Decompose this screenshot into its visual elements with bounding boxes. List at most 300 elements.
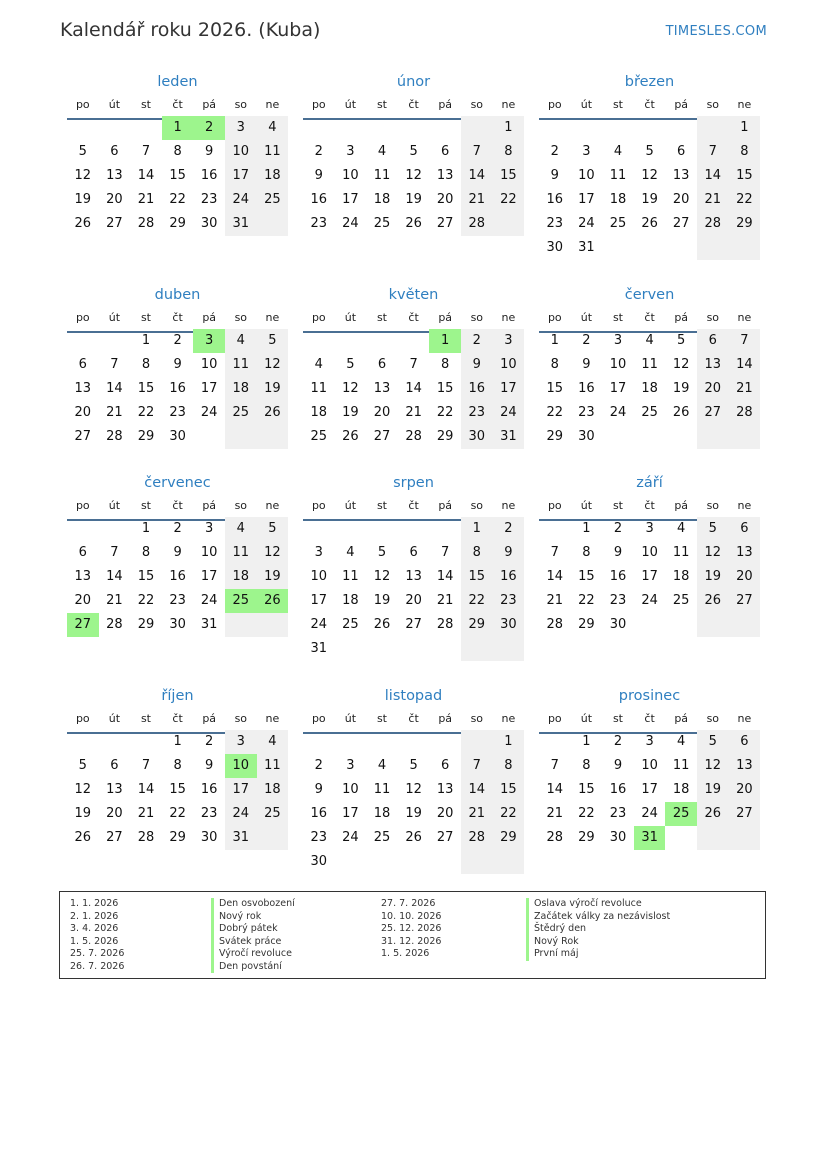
day-cell: 3 [645, 521, 654, 536]
day-cell: 7 [550, 545, 559, 560]
weekend-blank-cell [493, 212, 525, 236]
day-cell: 17 [200, 569, 218, 584]
day-cell: 28 [546, 617, 564, 632]
brand-link[interactable]: TIMESLES.COM [665, 24, 767, 39]
weekday-label: čt [172, 311, 183, 324]
holiday-day-cell: 25 [225, 589, 257, 613]
weekend-blank-cell [493, 850, 525, 874]
day-cell: 2 [173, 521, 182, 536]
day-cell: 7 [550, 758, 559, 773]
day-cell: 27 [106, 216, 123, 231]
weekday-label: ne [501, 311, 516, 324]
legend-date: 31. 12. 2026 [381, 935, 442, 947]
day-cell: 29 [461, 613, 493, 637]
day-cell: 24 [493, 401, 525, 425]
legend-date: 2. 1. 2026 [70, 910, 119, 922]
weekday-label: so [234, 499, 248, 512]
day-cell: 8 [173, 758, 182, 773]
holiday-day-cell: 26 [257, 589, 289, 613]
day-cell: 23 [609, 806, 627, 821]
day-cell: 5 [697, 517, 729, 541]
day-cell: 14 [546, 569, 564, 584]
day-cell: 25 [342, 617, 359, 632]
day-cell: 24 [641, 593, 658, 608]
day-cell: 15 [461, 565, 493, 589]
day-cell: 25 [373, 216, 391, 231]
month-name: říjen [161, 688, 194, 704]
weekday-label: ne [737, 98, 752, 111]
day-cell: 17 [493, 377, 525, 401]
day-cell: 8 [582, 758, 591, 773]
day-cell: 25 [373, 830, 391, 845]
day-cell: 2 [314, 758, 323, 773]
weekday-label: pá [202, 712, 217, 725]
day-cell: 24 [641, 806, 658, 821]
legend-holiday-name: Dobrý pátek [211, 923, 295, 936]
weekday-label: ne [265, 311, 280, 324]
day-cell: 9 [173, 357, 182, 372]
day-cell: 21 [106, 593, 123, 608]
weekday-label: pá [674, 311, 689, 324]
weekday-label: čt [644, 311, 655, 324]
day-cell: 8 [493, 754, 525, 778]
day-cell: 17 [342, 192, 359, 207]
day-cell: 14 [106, 381, 123, 396]
day-cell: 14 [461, 164, 493, 188]
day-cell: 24 [609, 405, 627, 420]
day-cell: 18 [257, 778, 289, 802]
weekend-blank-cell [257, 425, 289, 449]
day-cell: 8 [461, 541, 493, 565]
day-cell: 13 [106, 168, 123, 183]
weekday-label: st [612, 712, 623, 725]
day-cell: 2 [613, 734, 623, 749]
weekday-label: st [612, 499, 623, 512]
weekday-label: čt [408, 499, 419, 512]
day-cell: 4 [257, 730, 289, 754]
day-cell: 18 [641, 381, 658, 396]
day-cell: 2 [461, 329, 493, 353]
day-cell: 10 [493, 353, 525, 377]
weekday-label: so [470, 499, 484, 512]
day-cell: 29 [169, 216, 186, 231]
day-cell: 18 [373, 192, 391, 207]
day-cell: 23 [310, 830, 328, 845]
weekday-label: po [547, 499, 562, 512]
day-cell: 30 [609, 830, 627, 845]
weekday-label: čt [644, 98, 655, 111]
day-cell: 26 [697, 589, 729, 613]
day-cell: 30 [493, 613, 525, 637]
day-cell: 22 [493, 188, 525, 212]
day-cell: 3 [314, 545, 323, 560]
day-cell: 24 [225, 188, 257, 212]
weekday-label: st [612, 311, 623, 324]
day-cell: 4 [645, 333, 654, 348]
day-cell: 14 [405, 381, 422, 396]
legend-holiday-name: Štědrý den [526, 923, 670, 936]
legend-names-right [526, 898, 670, 961]
weekday-label: st [140, 311, 151, 324]
day-cell: 16 [461, 377, 493, 401]
day-cell: 22 [729, 188, 761, 212]
weekday-label: čt [408, 712, 419, 725]
weekday-label: so [706, 98, 720, 111]
day-cell: 12 [672, 357, 690, 372]
day-cell: 29 [546, 429, 564, 444]
day-cell: 16 [310, 192, 328, 207]
day-cell: 29 [493, 826, 525, 850]
day-cell: 13 [672, 168, 690, 183]
day-cell: 30 [310, 854, 328, 869]
day-cell: 16 [169, 381, 186, 396]
weekend-blank-cell [697, 116, 729, 140]
weekend-blank-cell [225, 425, 257, 449]
day-cell: 18 [310, 405, 328, 420]
day-cell: 19 [74, 806, 92, 821]
weekday-label: pá [674, 98, 689, 111]
day-cell: 29 [137, 429, 155, 444]
day-cell: 7 [141, 144, 151, 159]
day-cell: 11 [257, 140, 289, 164]
day-cell: 22 [493, 802, 525, 826]
legend-date: 10. 10. 2026 [381, 910, 442, 922]
weekday-label: so [234, 712, 248, 725]
day-cell: 29 [436, 429, 454, 444]
weekday-label: čt [408, 311, 419, 324]
legend-holiday-name: Oslava výročí revoluce [526, 898, 670, 911]
day-cell: 6 [729, 517, 761, 541]
day-cell: 4 [346, 545, 355, 560]
day-cell: 20 [405, 593, 422, 608]
day-cell: 18 [342, 593, 359, 608]
day-cell: 25 [609, 216, 627, 231]
day-cell: 25 [310, 429, 328, 444]
legend-holiday-name: Svátek práce [211, 936, 295, 949]
day-cell: 5 [677, 333, 686, 348]
weekday-label: st [376, 499, 387, 512]
month-name: prosinec [618, 688, 681, 704]
day-cell: 16 [609, 782, 627, 797]
day-cell: 31 [200, 617, 218, 632]
day-cell: 11 [672, 545, 690, 560]
day-cell: 3 [205, 521, 214, 536]
day-cell: 3 [645, 734, 654, 749]
day-cell: 30 [200, 830, 218, 845]
day-cell: 18 [225, 565, 257, 589]
day-cell: 8 [173, 144, 182, 159]
weekday-label: út [580, 311, 593, 324]
day-cell: 27 [74, 429, 92, 444]
day-cell: 25 [257, 188, 289, 212]
day-cell: 4 [257, 116, 289, 140]
weekday-label: so [706, 712, 720, 725]
day-cell: 6 [78, 545, 87, 560]
month-name: březen [624, 74, 675, 90]
day-cell: 9 [613, 758, 623, 773]
day-cell: 1 [729, 116, 761, 140]
weekday-label: čt [644, 499, 655, 512]
day-cell: 23 [578, 405, 595, 420]
weekend-blank-cell [225, 613, 257, 637]
weekday-label: út [580, 499, 593, 512]
day-cell: 11 [257, 754, 289, 778]
day-cell: 26 [342, 429, 359, 444]
weekday-label: ne [265, 499, 280, 512]
day-cell: 16 [200, 782, 218, 797]
day-cell: 2 [205, 734, 214, 749]
day-cell: 18 [257, 164, 289, 188]
day-cell: 6 [441, 144, 450, 159]
weekday-label: so [470, 712, 484, 725]
day-cell: 20 [697, 377, 729, 401]
day-cell: 15 [729, 164, 761, 188]
day-cell: 28 [436, 617, 454, 632]
day-cell: 16 [493, 565, 525, 589]
day-cell: 6 [78, 357, 87, 372]
day-cell: 6 [110, 758, 119, 773]
weekday-label: so [234, 98, 248, 111]
day-cell: 3 [346, 758, 355, 773]
day-cell: 22 [137, 593, 155, 608]
day-cell: 10 [200, 545, 218, 560]
day-cell: 5 [697, 730, 729, 754]
day-cell: 24 [310, 617, 328, 632]
day-cell: 13 [436, 782, 454, 797]
day-cell: 14 [546, 782, 564, 797]
weekday-label: út [580, 98, 593, 111]
day-cell: 1 [173, 734, 182, 749]
day-cell: 26 [672, 405, 690, 420]
weekend-blank-cell [697, 425, 729, 449]
weekday-label: po [75, 499, 90, 512]
weekend-blank-cell [697, 613, 729, 637]
weekday-label: pá [438, 499, 453, 512]
day-cell: 18 [672, 569, 690, 584]
day-cell: 12 [342, 381, 359, 396]
day-cell: 27 [436, 830, 454, 845]
holiday-day-cell: 27 [67, 613, 99, 637]
holiday-day-cell: 2 [193, 116, 225, 140]
day-cell: 17 [578, 192, 595, 207]
day-cell: 20 [106, 192, 123, 207]
day-cell: 27 [373, 429, 391, 444]
legend-holiday-name: Začátek války za nezávislost [526, 911, 670, 924]
weekday-label: st [140, 712, 151, 725]
day-cell: 25 [641, 405, 658, 420]
day-cell: 9 [613, 545, 623, 560]
legend-names-left [211, 898, 295, 973]
day-cell: 19 [74, 192, 92, 207]
day-cell: 15 [493, 778, 525, 802]
day-cell: 31 [493, 425, 525, 449]
month-name: duben [154, 287, 201, 303]
day-cell: 27 [672, 216, 690, 231]
weekday-label: so [470, 98, 484, 111]
day-cell: 18 [609, 192, 627, 207]
weekday-label: st [612, 98, 623, 111]
holiday-day-cell: 25 [665, 802, 697, 826]
day-cell: 7 [110, 545, 119, 560]
day-cell: 19 [405, 192, 422, 207]
day-cell: 14 [106, 569, 123, 584]
day-cell: 27 [436, 216, 454, 231]
day-cell: 25 [672, 593, 690, 608]
weekday-label: pá [438, 712, 453, 725]
legend-date: 3. 4. 2026 [70, 923, 119, 934]
legend-holiday-name: Den osvobození [211, 898, 295, 911]
weekday-label: út [344, 98, 357, 111]
day-cell: 14 [697, 164, 729, 188]
day-cell: 13 [405, 569, 422, 584]
day-cell: 19 [257, 565, 289, 589]
weekend-blank-cell [697, 826, 729, 850]
day-cell: 11 [641, 357, 658, 372]
day-cell: 2 [582, 333, 591, 348]
day-cell: 8 [441, 357, 450, 372]
holiday-day-cell: 1 [162, 116, 194, 140]
day-cell: 7 [461, 140, 493, 164]
weekday-label: ne [501, 98, 516, 111]
weekday-label: pá [202, 311, 217, 324]
month-name: únor [396, 74, 431, 90]
day-cell: 30 [169, 617, 186, 632]
day-cell: 14 [436, 569, 454, 584]
weekday-label: so [234, 311, 248, 324]
day-cell: 29 [137, 617, 155, 632]
weekday-label: po [547, 311, 562, 324]
day-cell: 17 [225, 164, 257, 188]
month-name: leden [157, 74, 198, 90]
day-cell: 14 [137, 782, 155, 797]
legend-date: 1. 5. 2026 [70, 935, 119, 947]
day-cell: 17 [225, 778, 257, 802]
day-cell: 30 [461, 425, 493, 449]
day-cell: 26 [74, 216, 92, 231]
day-cell: 28 [137, 216, 155, 231]
day-cell: 9 [205, 144, 214, 159]
day-cell: 20 [74, 593, 92, 608]
weekend-blank-cell [729, 826, 761, 850]
day-cell: 12 [257, 353, 289, 377]
weekday-label: pá [674, 499, 689, 512]
day-cell: 21 [697, 188, 729, 212]
day-cell: 11 [310, 381, 328, 396]
day-cell: 29 [578, 830, 595, 845]
day-cell: 9 [314, 782, 323, 797]
day-cell: 2 [314, 144, 323, 159]
day-cell: 21 [106, 405, 123, 420]
day-cell: 19 [405, 806, 422, 821]
day-cell: 7 [461, 754, 493, 778]
day-cell: 15 [578, 782, 595, 797]
day-cell: 13 [106, 782, 123, 797]
day-cell: 10 [641, 545, 658, 560]
day-cell: 26 [257, 401, 289, 425]
day-cell: 5 [377, 545, 387, 560]
day-cell: 29 [578, 617, 595, 632]
day-cell: 8 [141, 545, 151, 560]
weekday-label: po [75, 311, 90, 324]
day-cell: 26 [405, 830, 422, 845]
day-cell: 7 [441, 545, 450, 560]
weekday-label: po [311, 98, 326, 111]
day-cell: 3 [346, 144, 355, 159]
day-cell: 15 [436, 381, 454, 396]
weekday-label: ne [501, 499, 516, 512]
day-cell: 10 [578, 168, 595, 183]
day-cell: 7 [141, 758, 151, 773]
weekday-label: út [344, 499, 357, 512]
day-cell: 19 [373, 593, 391, 608]
day-cell: 15 [137, 381, 155, 396]
day-cell: 23 [609, 593, 627, 608]
day-cell: 19 [641, 192, 658, 207]
day-cell: 10 [225, 140, 257, 164]
weekday-label: ne [737, 311, 752, 324]
day-cell: 11 [609, 168, 627, 183]
day-cell: 12 [405, 168, 422, 183]
day-cell: 24 [342, 216, 359, 231]
legend-dates-right [381, 898, 441, 961]
day-cell: 3 [613, 333, 623, 348]
day-cell: 7 [697, 140, 729, 164]
day-cell: 19 [697, 778, 729, 802]
day-cell: 6 [697, 329, 729, 353]
day-cell: 27 [106, 830, 123, 845]
day-cell: 17 [310, 593, 328, 608]
day-cell: 28 [405, 429, 422, 444]
day-cell: 1 [141, 333, 151, 348]
weekday-label: pá [202, 499, 217, 512]
day-cell: 21 [461, 188, 493, 212]
day-cell: 20 [373, 405, 391, 420]
day-cell: 22 [169, 192, 186, 207]
weekday-label: ne [265, 712, 280, 725]
weekend-blank-cell [257, 826, 289, 850]
day-cell: 14 [729, 353, 761, 377]
day-cell: 10 [200, 357, 218, 372]
day-cell: 12 [697, 754, 729, 778]
weekday-label: čt [172, 98, 183, 111]
day-cell: 7 [110, 357, 119, 372]
weekday-label: čt [172, 712, 183, 725]
weekday-label: st [376, 98, 387, 111]
day-cell: 26 [405, 216, 422, 231]
day-cell: 30 [200, 216, 218, 231]
month-name: srpen [393, 475, 434, 491]
day-cell: 20 [436, 192, 454, 207]
weekday-label: út [580, 712, 593, 725]
day-cell: 16 [609, 569, 627, 584]
day-cell: 4 [225, 329, 257, 353]
day-cell: 13 [729, 541, 761, 565]
day-cell: 28 [106, 617, 123, 632]
weekday-label: st [376, 311, 387, 324]
legend-holiday-name: Výročí revoluce [211, 948, 295, 961]
day-cell: 15 [546, 381, 564, 396]
day-cell: 11 [225, 541, 257, 565]
month-name: červen [624, 287, 675, 303]
day-cell: 12 [257, 541, 289, 565]
legend-date: 25. 12. 2026 [381, 923, 442, 934]
day-cell: 23 [310, 216, 328, 231]
day-cell: 22 [578, 593, 595, 608]
day-cell: 27 [729, 589, 761, 613]
day-cell: 27 [697, 401, 729, 425]
day-cell: 6 [110, 144, 119, 159]
day-cell: 26 [641, 216, 658, 231]
